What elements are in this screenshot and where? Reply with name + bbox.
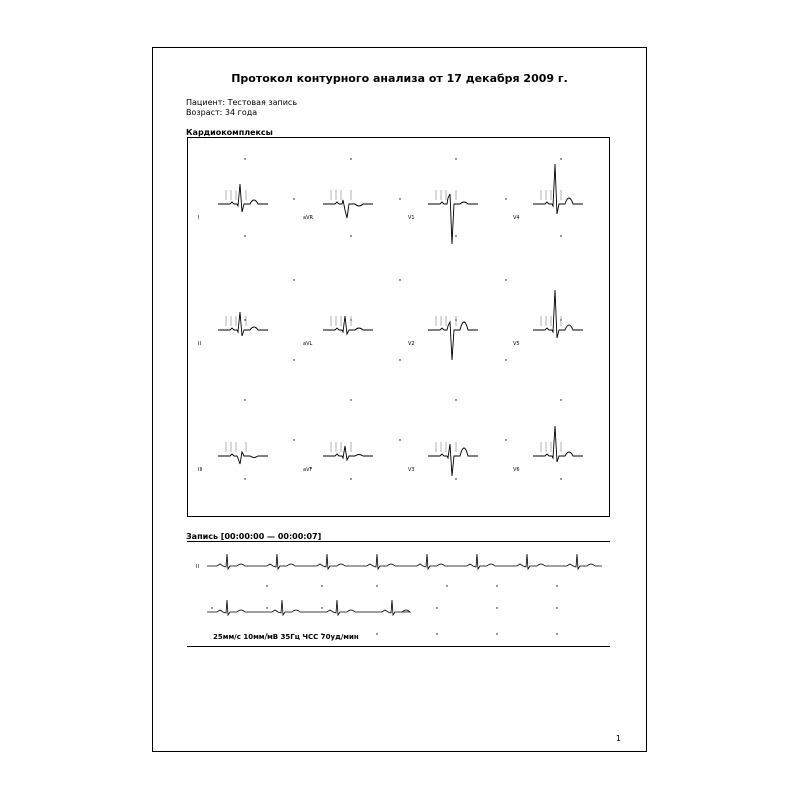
grid-dot	[350, 399, 351, 400]
strip-dot	[376, 585, 377, 586]
grid-dot	[293, 439, 294, 440]
grid-dot	[350, 158, 351, 159]
strip-dot	[436, 633, 437, 634]
cardiocomplex-panel	[187, 137, 610, 517]
grid-dot	[244, 158, 245, 159]
strip-dot	[376, 633, 377, 634]
lead-label: aVR	[303, 215, 313, 221]
lead-complexes	[198, 164, 583, 476]
grid-dot	[350, 478, 351, 479]
grid-dot	[399, 198, 400, 199]
grid-dot	[244, 478, 245, 479]
lead-trace	[428, 444, 478, 476]
grid-dot	[293, 279, 294, 280]
grid-dot	[505, 198, 506, 199]
grid-dot	[399, 439, 400, 440]
grid-dot	[505, 439, 506, 440]
rhythm-trace-row-2	[207, 600, 410, 615]
strip-dot	[496, 633, 497, 634]
grid-dot	[455, 235, 456, 236]
lead-label: aVL	[303, 341, 313, 347]
lead-label: III	[198, 467, 203, 473]
record-lead-label: II	[196, 564, 199, 570]
record-section-label: Запись [00:00:00 — 00:00:07]	[186, 532, 322, 541]
lead-label: I	[198, 215, 200, 221]
grid-dot	[560, 478, 561, 479]
page-title: Протокол контурного анализа от 17 декабря 2009 г.	[231, 72, 568, 85]
lead-label: V5	[513, 341, 520, 347]
grid-dot	[505, 359, 506, 360]
grid-dot	[293, 198, 294, 199]
strip-dot	[321, 607, 322, 608]
grid-dot	[399, 279, 400, 280]
rhythm-trace-row-1	[207, 554, 602, 569]
lead-trace	[218, 184, 268, 212]
strip-dot	[321, 585, 322, 586]
lead-label: V6	[513, 467, 520, 473]
lead-label: aVF	[303, 467, 313, 473]
grid-dot	[350, 235, 351, 236]
lead-label: V3	[408, 467, 415, 473]
grid-dot	[560, 399, 561, 400]
lead-trace	[428, 322, 478, 360]
grid-dot	[455, 478, 456, 479]
strip-dot	[496, 585, 497, 586]
grid-dot	[505, 279, 506, 280]
strip-dot	[556, 633, 557, 634]
rhythm-strip-panel	[187, 541, 610, 647]
lead-trace	[533, 164, 583, 214]
grid-dot	[244, 399, 245, 400]
strip-dot	[496, 607, 497, 608]
recording-parameters: 25мм/с 10мм/мВ 35Гц ЧСС 70уд/мин	[213, 633, 359, 641]
lead-trace	[323, 446, 373, 460]
patient-age: Возраст: 34 года	[186, 108, 258, 117]
lead-trace	[428, 194, 478, 244]
strip-dot	[556, 585, 557, 586]
cardiocomplex-grid	[188, 138, 611, 518]
grid-dot	[293, 359, 294, 360]
cardiocomplex-section-label: Кардиокомплексы	[186, 128, 273, 137]
lead-label: V4	[513, 215, 520, 221]
lead-trace	[533, 426, 583, 462]
grid-dot	[244, 319, 245, 320]
grid-dot	[244, 235, 245, 236]
grid-dot	[455, 158, 456, 159]
strip-dot	[266, 607, 267, 608]
strip-dot	[436, 607, 437, 608]
grid-dot	[560, 158, 561, 159]
lead-label: II	[198, 341, 201, 347]
grid-dot	[455, 399, 456, 400]
lead-trace	[533, 290, 583, 338]
patient-name: Пациент: Тестовая запись	[186, 98, 298, 107]
strip-dot	[446, 585, 447, 586]
lead-trace	[218, 312, 268, 336]
grid-dot	[560, 235, 561, 236]
lead-label: V2	[408, 341, 415, 347]
protocol-page	[152, 47, 647, 752]
strip-dot	[556, 607, 557, 608]
strip-dot	[266, 585, 267, 586]
lead-trace	[323, 200, 373, 218]
lead-trace	[323, 316, 373, 334]
lead-trace	[218, 452, 268, 464]
page-number: 1	[615, 734, 621, 743]
grid-dot	[399, 359, 400, 360]
lead-label: V1	[408, 215, 415, 221]
grid-dots	[244, 158, 561, 479]
strip-dot	[211, 607, 212, 608]
